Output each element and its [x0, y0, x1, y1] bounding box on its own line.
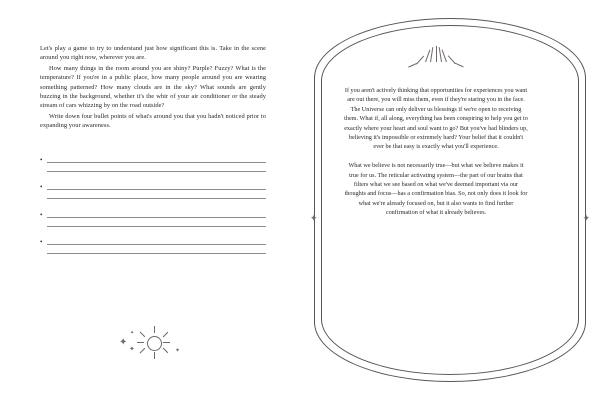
bullet-group — [40, 209, 266, 227]
writing-line[interactable] — [40, 219, 266, 228]
bullet-marker: • — [40, 237, 43, 246]
line-rule[interactable] — [47, 198, 266, 199]
line-rule[interactable] — [47, 217, 266, 218]
bullet-group — [40, 182, 266, 200]
sun-ornament — [0, 326, 300, 366]
left-page-body — [40, 44, 266, 131]
writing-line[interactable] — [40, 209, 266, 218]
bullet-group — [40, 237, 266, 255]
right-page — [300, 0, 600, 400]
sparkle-icon: ✦ — [310, 213, 318, 223]
bullet-marker: • — [40, 155, 43, 164]
paragraph: If you aren't actively thinking that opportunities for experiences you want are out there, you will miss them, even if they're staring you in the face. The Universe can only deliver us blessings if we're open to receiving them. What if, all along, everything has been conspiring to help you get to exactly where your heart and soul want to go? But you've had blinders up, believing it's impossible or extremely hard? Your belief that it couldn't ever be that easy is exactly what you'll experience. — [344, 87, 528, 151]
line-rule[interactable] — [47, 244, 266, 245]
bullet-marker: • — [40, 183, 43, 192]
sparkle-icon: ✦ — [130, 331, 135, 336]
line-rule[interactable] — [47, 226, 266, 227]
writing-line[interactable] — [40, 155, 266, 164]
sun-core — [147, 336, 162, 351]
bullet-marker: • — [40, 210, 43, 219]
paragraph: Let's play a game to try to understand just how significant this is. Take in the scene around you right now, wherever you are. — [40, 45, 266, 62]
writing-line[interactable] — [40, 246, 266, 255]
writing-line[interactable] — [40, 164, 266, 173]
writing-line[interactable] — [40, 237, 266, 246]
writing-lines-block — [40, 155, 266, 256]
sparkle-icon: ✦ — [175, 348, 181, 354]
sparkle-icon: ✦ — [119, 337, 128, 348]
paragraph: Write down four bullet points of what's around you that you hadn't noticed prior to expanding your awareness. — [40, 113, 266, 130]
writing-line[interactable] — [40, 182, 266, 191]
line-rule[interactable] — [47, 162, 266, 163]
writing-line[interactable] — [40, 191, 266, 200]
sparkle-icon: ✦ — [129, 345, 135, 353]
right-page-body — [344, 86, 528, 218]
line-rule[interactable] — [47, 189, 266, 190]
bullet-group — [40, 155, 266, 173]
line-rule[interactable] — [47, 171, 266, 172]
line-rule[interactable] — [47, 253, 266, 254]
paragraph: What we believe is not necessarily true—but what we believe makes it true for us. The reticular activating system—the part of our brains that filters what we see based on what we've deemed important via our thoughts and focus—has a confirmation bias. So, not only does it look for what we're already focused on, but it also wants to find further confirmation of what it already believes. — [344, 162, 528, 217]
sun-icon — [113, 326, 187, 366]
paragraph: How many things in the room around you are shiny? Purple? Fuzzy? What is the temperature? If you're in a public place, how many people around you are wearing something patterned? How many clouds are in the sky? What sounds are gently buzzing in the background, whether it's the whir of your air conditioner or the steady stream of cars whizzing by on the road outside? — [40, 65, 266, 110]
starburst-icon — [344, 44, 528, 78]
right-page-content — [344, 44, 528, 332]
sparkle-icon: ✦ — [582, 213, 590, 223]
